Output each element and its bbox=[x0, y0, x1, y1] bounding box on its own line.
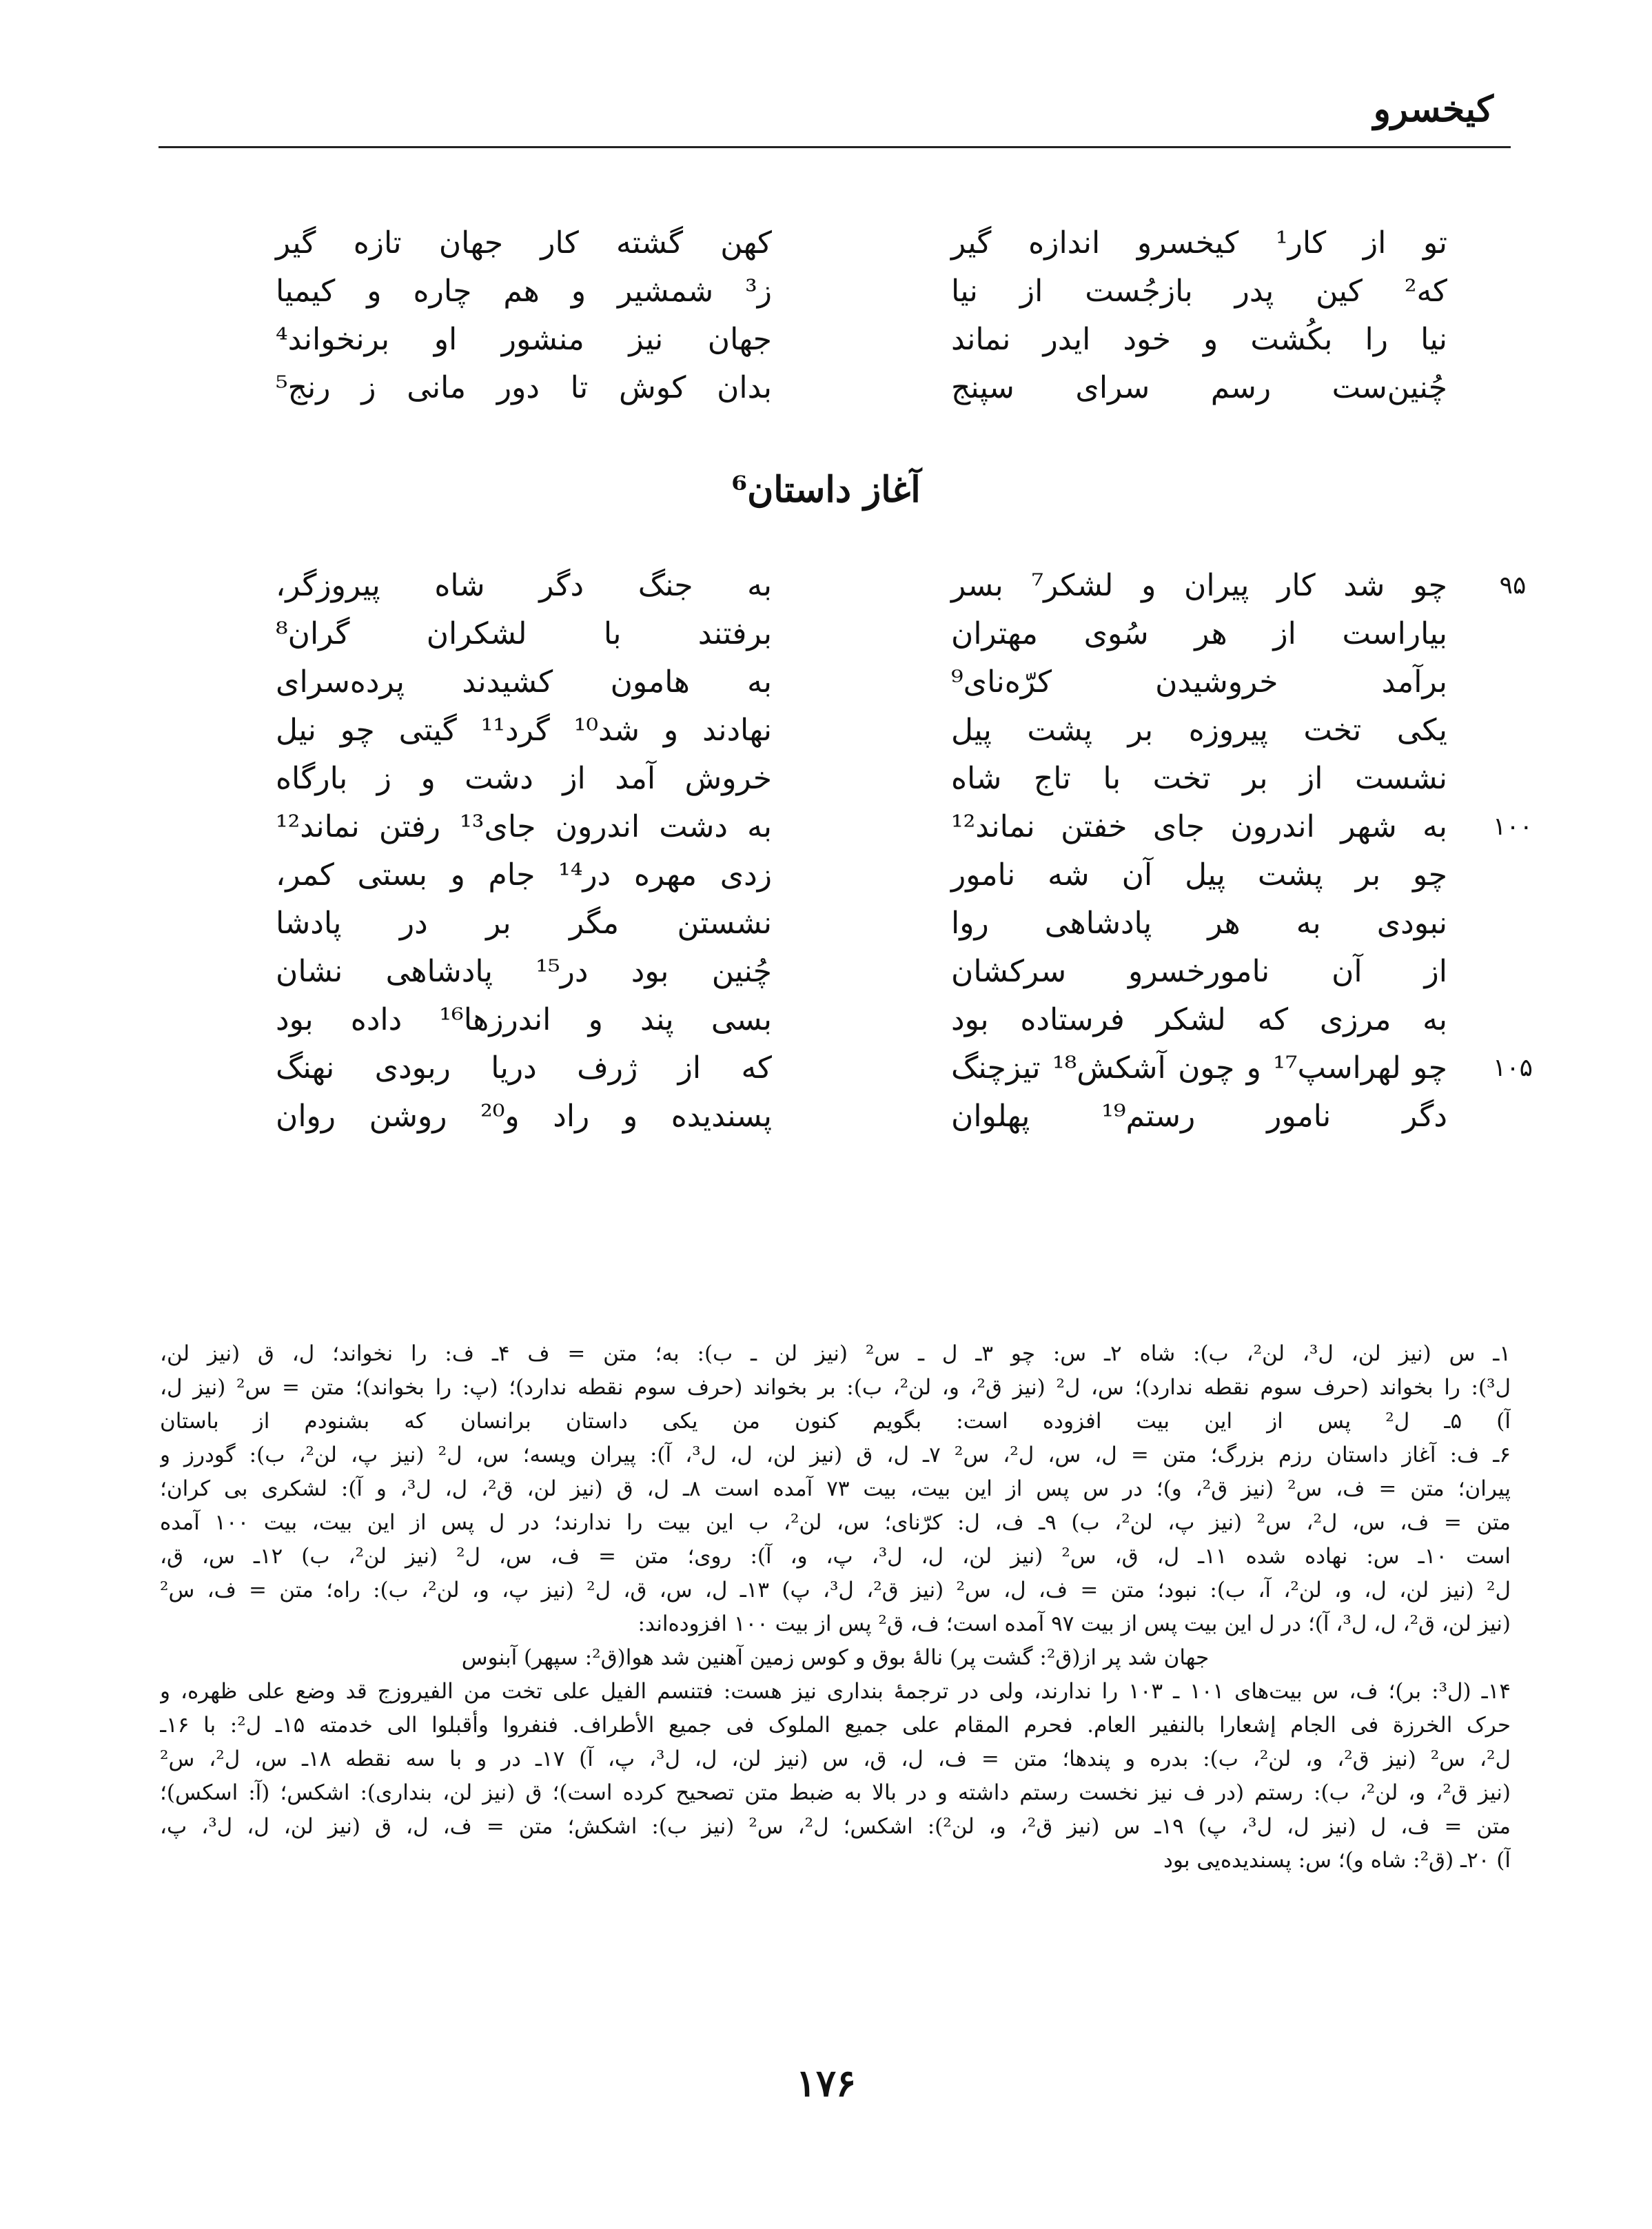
hemistich-right: چُنین‌ست رسم سرای سپنج bbox=[951, 370, 1447, 405]
header-rule bbox=[159, 146, 1511, 148]
hemistich-left: کهن گشته کار جهان تازه گیر bbox=[276, 225, 772, 261]
main-verses bbox=[276, 562, 1533, 1141]
footnote-line: (نیز ق²، و، لن²، ب): رستم (در ف نیز نخست رستم داشته و در بالا به ضبط متن تصحیح کرده است)؛ ق (نیز لن، بنداری): اشکس؛ (آ: اسکس)؛ bbox=[160, 1780, 1511, 1805]
footnote-line: ل²، س² (نیز ق²، و، لن²، ب): بدره و پندها؛ متن = ف، ل، ق، س (نیز لن، ل، ل³، پ، آ) ۱۷ـ در و با سه نقطه ۱۸ـ س، ل²، س² bbox=[160, 1747, 1511, 1771]
hemistich-left: زدی مهره در¹⁴ جام و بستی کمر، bbox=[276, 857, 772, 893]
hemistich-left: نشستن مگر بر در پادشا bbox=[276, 906, 772, 941]
footnote-line: حرک الخرزة فی الجام إشعارا بالنفیر العام. فحرم المقام علی جمیع الملوک فی جمیع الأطراف. فنفروا وأقبلوا الی خدمته ۱۵ـ ل²: با ۱۶ـ bbox=[160, 1713, 1511, 1738]
footnote-line: ۶ـ ف: آغاز داستان رزم بزرگ؛ متن = ل، س، ل²، س² ۷ـ ل، ق (نیز لن، ل، ل³، آ): پیران ویسه؛ س، ل² (نیز پ، لن²، ب): گودرز و bbox=[160, 1443, 1511, 1467]
footnote-verse: جهان شد پر از(ق²: گشت پر) نالهٔ بوق و کوس زمین آهنین شد هوا(ق²: سپهر) آبنوس bbox=[461, 1645, 1210, 1670]
hemistich-right: از آن نامورخسرو سرکشان bbox=[951, 954, 1447, 989]
hemistich-right: یکی تخت پیروزه بر پشت پیل bbox=[951, 713, 1447, 748]
verse-row bbox=[276, 219, 1447, 267]
hemistich-left: برفتند با لشکران گران⁸ bbox=[276, 616, 772, 651]
line-number: ۹۵ bbox=[1499, 571, 1527, 600]
hemistich-right: نیا را بکُشت و خود ایدر نماند bbox=[951, 322, 1447, 357]
verse-row bbox=[276, 755, 1447, 803]
verse-row bbox=[276, 803, 1533, 851]
footnote-line: متن = ف، س، ل²، س² (نیز پ، لن²، ب) ۹ـ ف، ل: کرّنای؛ س، لن²، ب این بیت را ندارند؛ در ل پس از این بیت، بیت ۱۰۰ آمده bbox=[160, 1510, 1511, 1535]
footnote-line: پیران؛ متن = ف، س² (نیز ق²، و)؛ در س پس از این بیت، بیت ۷۳ آمده است ۸ـ ل، ق (نیز لن، ق²، ل، ل³، و آ): لشکری بی کران؛ bbox=[160, 1476, 1511, 1501]
footnote-line: آ) ۲۰ـ (ق²: شاه و)؛ س: پسندیده‌یی بود bbox=[1163, 1848, 1511, 1873]
hemistich-left: ز³ شمشیر و هم چاره و کیمیا bbox=[276, 274, 772, 309]
hemistich-left: نهادند و شد¹⁰ گرد¹¹ گیتی چو نیل bbox=[276, 713, 772, 748]
footnote-line: است ۱۰ـ س: نهاده شده ۱۱ـ ل، ق، س² (نیز لن، ل، ل³، پ، و، آ): روی؛ متن = ف، س، ل² (نیز لن²، ب) ۱۲ـ س، ق، bbox=[160, 1544, 1511, 1569]
section-title: آغاز داستان⁶ bbox=[731, 469, 921, 511]
hemistich-right: که² کین پدر بازجُست از نیا bbox=[951, 274, 1447, 309]
footnote-line: متن = ف، ل (نیز ل، ل³، پ) ۱۹ـ س (نیز ق²، و، لن²): اشکس؛ ل²، س² (نیز ب): اشکش؛ متن = ف، ل، ق (نیز لن، ل، ل³، پ، bbox=[160, 1814, 1511, 1839]
verse-row bbox=[276, 1092, 1447, 1141]
footnote-line: ل³): را بخواند (حرف سوم نقطه ندارد)؛ س، ل² (نیز ق²، و، لن²، ب): بر بخواند (حرف سوم نقطه ندارد)؛ (پ: را بخواند)؛ متن = س² (نیز ل، bbox=[160, 1375, 1511, 1400]
hemistich-right: نبودی به هر پادشاهی روا bbox=[951, 906, 1447, 941]
hemistich-left: بسی پند و اندرزها¹⁶ داده بود bbox=[276, 1002, 772, 1037]
hemistich-left: بدان کوش تا دور مانی ز رنج⁵ bbox=[276, 370, 772, 405]
verse-row bbox=[276, 996, 1447, 1044]
hemistich-left: به دشت اندرون جای¹³ رفتن نماند¹² bbox=[276, 809, 772, 844]
hemistich-right: به مرزی که لشکر فرستاده بود bbox=[951, 1002, 1447, 1037]
verse-row bbox=[276, 610, 1447, 658]
hemistich-right: برآمد خروشیدن کرّه‌نای⁹ bbox=[951, 664, 1447, 700]
running-head: کیخسرو bbox=[1373, 88, 1493, 130]
footnote-line: (نیز لن، ق²، ل، ل³، آ)؛ در ل این بیت پس از بیت ۹۷ آمده است؛ ف، ق² پس از بیت ۱۰۰ افزوده‌اند: bbox=[638, 1611, 1511, 1636]
hemistich-right: به شهر اندرون جای خفتن نماند¹² bbox=[951, 809, 1447, 844]
hemistich-right: بیاراست از هر سُوی مهتران bbox=[951, 616, 1447, 651]
verse-row bbox=[276, 948, 1447, 996]
verse-row bbox=[276, 658, 1447, 706]
hemistich-left: چُنین بود در¹⁵ پادشاهی نشان bbox=[276, 954, 772, 989]
hemistich-left: پسندیده و راد و²⁰ روشن روان bbox=[276, 1099, 772, 1134]
hemistich-right: چو بر پشت پیل آن شه نامور bbox=[951, 857, 1447, 893]
hemistich-left: خروش آمد از دشت و ز بارگاه bbox=[276, 761, 772, 796]
footnote-line: آ) ۵ـ ل² پس از این بیت افزوده است: بگویم کنون من یکی داستان برانسان که بشنودم از باستان bbox=[160, 1409, 1511, 1434]
verse-row bbox=[276, 562, 1527, 610]
hemistich-left: به جنگ دگر شاه پیروزگر، bbox=[276, 568, 772, 603]
line-number: ۱۰۵ bbox=[1492, 1054, 1533, 1082]
verse-row bbox=[276, 267, 1447, 316]
verse-row bbox=[276, 899, 1447, 948]
hemistich-right: چو شد کار پیران و لشکر⁷ بسر bbox=[951, 568, 1448, 603]
verse-row bbox=[276, 851, 1447, 899]
footnote-line: ۱۴ـ (ل³: بر)؛ ف، س بیت‌های ۱۰۱ ـ ۱۰۳ را ندارند، ولی در ترجمهٔ بنداری نیز هست: فتنسم الفیل علی تخت من الفیروزج قد وضع علی ظهره، و bbox=[160, 1679, 1511, 1704]
verse-row bbox=[276, 706, 1447, 755]
hemistich-left: که از ژرف دریا ربودی نهنگ bbox=[276, 1050, 772, 1086]
verse-row bbox=[276, 1044, 1533, 1092]
hemistich-right: دگر نامور رستم¹⁹ پهلوان bbox=[951, 1099, 1447, 1134]
hemistich-left: جهان نیز منشور او برنخواند⁴ bbox=[276, 322, 772, 357]
hemistich-left: به هامون کشیدند پرده‌سرای bbox=[276, 664, 772, 700]
hemistich-right: چو لهراسپ¹⁷ و چون آشکش¹⁸ تیزچنگ bbox=[951, 1050, 1447, 1086]
verse-row bbox=[276, 316, 1447, 364]
hemistich-right: تو از کار¹ کیخسرو اندازه گیر bbox=[951, 225, 1447, 261]
footnotes bbox=[160, 1337, 1511, 1877]
line-number: ۱۰۰ bbox=[1492, 813, 1533, 841]
verse-row bbox=[276, 364, 1447, 412]
intro-verses bbox=[276, 219, 1447, 412]
hemistich-right: نشست از بر تخت با تاج شاه bbox=[951, 761, 1447, 796]
footnote-line: ۱ـ س (نیز لن، ل³، لن²، ب): شاه ۲ـ س: چو ۳ـ ل ـ س² (نیز لن ـ ب): به؛ متن = ف ۴ـ ف: را نخواند؛ ل، ق (نیز لن، bbox=[160, 1341, 1511, 1366]
footnote-line: ل² (نیز لن، ل، و، لن²، آ، ب): نبود؛ متن = ف، ل، س² (نیز ق²، ل³، پ) ۱۳ـ ل، س، ق، ل² (نیز پ، و، لن²، ب): راه؛ متن = ف، س² bbox=[160, 1578, 1511, 1602]
page-number: ۱۷۶ bbox=[795, 2061, 856, 2105]
